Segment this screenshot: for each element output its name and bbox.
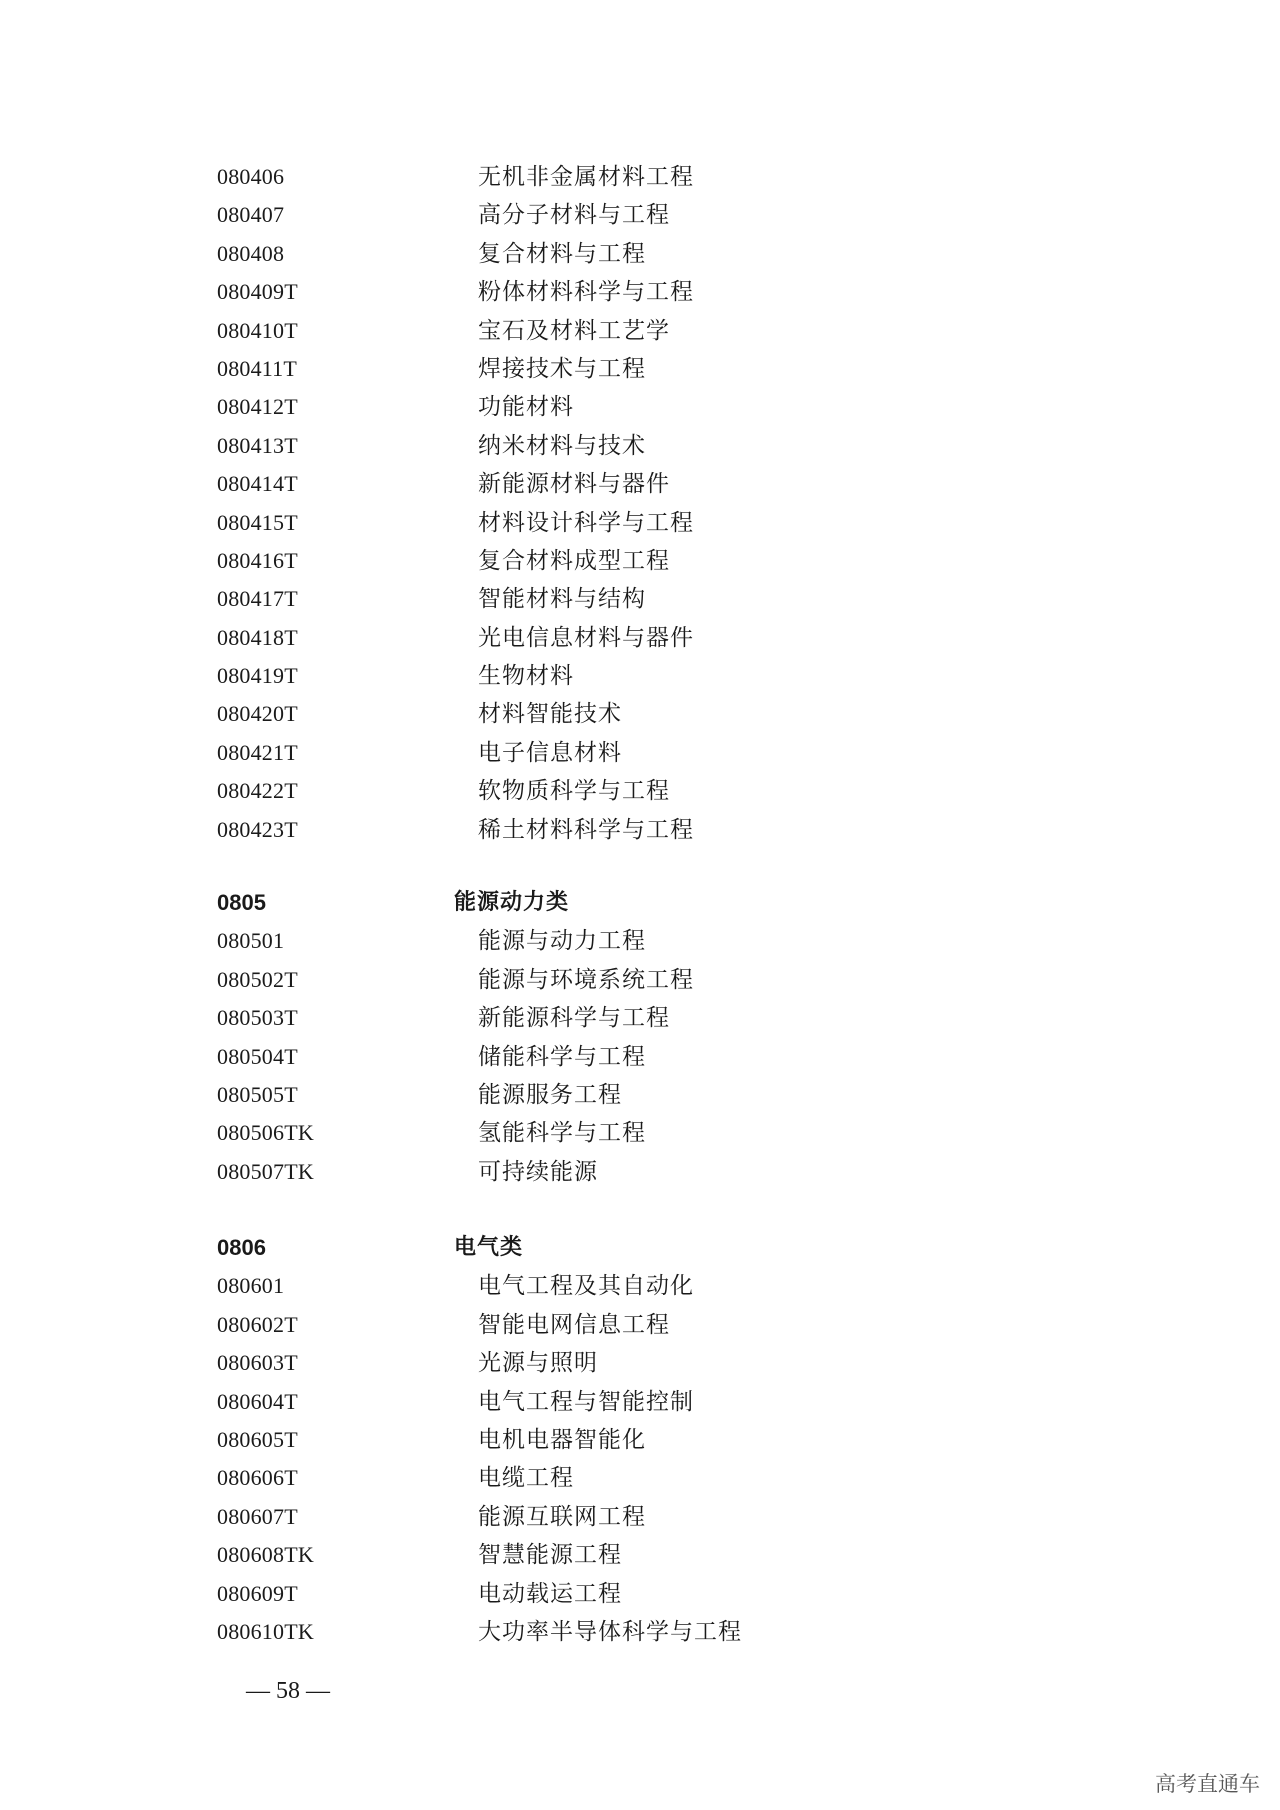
major-code: 080414T: [217, 471, 298, 497]
major-name: 光源与照明: [478, 1350, 598, 1377]
major-group-0806: [217, 1229, 1017, 1651]
major-row: [217, 695, 1017, 733]
major-name: 纳米材料与技术: [478, 432, 646, 459]
major-row: [217, 1114, 1017, 1152]
major-code: 080415T: [217, 509, 298, 535]
major-code: 080610TK: [217, 1618, 314, 1644]
major-code: 080505T: [217, 1081, 298, 1107]
major-code: 080421T: [217, 739, 298, 765]
major-row: [217, 922, 1017, 960]
major-name: 新能源科学与工程: [478, 1005, 670, 1032]
major-row: [217, 1421, 1017, 1459]
major-name: 氢能科学与工程: [478, 1120, 646, 1147]
major-name: 软物质科学与工程: [478, 778, 670, 805]
major-name: 储能科学与工程: [478, 1043, 646, 1070]
major-row: [217, 504, 1017, 542]
group-header: [217, 884, 1017, 922]
group-header: [217, 1229, 1017, 1267]
major-name: 电动载运工程: [478, 1580, 622, 1607]
major-code: 080419T: [217, 663, 298, 689]
major-row: [217, 772, 1017, 810]
group-code: 0805: [217, 890, 266, 915]
major-name: 高分子材料与工程: [478, 202, 670, 229]
major-code: 080607T: [217, 1503, 298, 1529]
major-row: [217, 1267, 1017, 1305]
major-code: 080417T: [217, 586, 298, 612]
major-name: 智慧能源工程: [478, 1542, 622, 1569]
major-code: 080503T: [217, 1005, 298, 1031]
group-code: 0806: [217, 1235, 266, 1260]
major-row: [217, 1613, 1017, 1651]
major-row: [217, 196, 1017, 234]
major-code: 080407: [217, 202, 285, 228]
major-code: 080604T: [217, 1388, 298, 1414]
major-code: 080609T: [217, 1580, 298, 1606]
major-code: 080507TK: [217, 1158, 314, 1184]
major-name: 生物材料: [478, 663, 574, 690]
major-row: [217, 1306, 1017, 1344]
major-row: [217, 1383, 1017, 1421]
major-code: 080502T: [217, 966, 298, 992]
major-row: [217, 427, 1017, 465]
major-name: 焊接技术与工程: [478, 355, 646, 382]
major-row: [217, 388, 1017, 426]
major-code: 080504T: [217, 1043, 298, 1069]
page-number: — 58 —: [246, 1678, 330, 1704]
major-name: 复合材料成型工程: [478, 547, 670, 574]
major-name: 能源与环境系统工程: [478, 966, 694, 993]
major-row: [217, 580, 1017, 618]
major-name: 电子信息材料: [478, 739, 622, 766]
major-list-0806: [217, 1267, 1017, 1651]
major-row: [217, 1459, 1017, 1497]
major-name: 无机非金属材料工程: [478, 164, 694, 190]
major-row: [217, 350, 1017, 388]
major-name: 智能电网信息工程: [478, 1311, 670, 1338]
major-row: [217, 465, 1017, 503]
major-code: 080408: [217, 240, 285, 266]
major-row: [217, 1038, 1017, 1076]
major-name: 电机电器智能化: [478, 1426, 646, 1453]
major-row: [217, 1498, 1017, 1536]
major-list-0804: [217, 158, 1017, 849]
major-row: [217, 273, 1017, 311]
major-name: 能源互联网工程: [478, 1503, 646, 1530]
major-code: 080602T: [217, 1311, 298, 1337]
major-row: [217, 1344, 1017, 1382]
major-row: [217, 158, 1017, 196]
group-name: 电气类: [454, 1235, 524, 1260]
major-name: 材料智能技术: [478, 701, 622, 728]
major-code: 080605T: [217, 1426, 298, 1452]
major-row: [217, 1153, 1017, 1191]
major-code: 080411T: [217, 355, 298, 381]
major-code: 080606T: [217, 1465, 298, 1491]
major-code: 080416T: [217, 547, 298, 573]
major-name: 电缆工程: [478, 1465, 574, 1492]
major-code: 080501: [217, 928, 285, 954]
major-code: 080423T: [217, 816, 298, 842]
major-name: 功能材料: [478, 394, 574, 421]
major-row: [217, 961, 1017, 999]
major-row: [217, 1536, 1017, 1574]
watermark-text: 高考直通车: [1155, 1772, 1260, 1796]
major-name: 复合材料与工程: [478, 240, 646, 267]
major-name: 新能源材料与器件: [478, 471, 670, 498]
major-name: 可持续能源: [478, 1158, 598, 1185]
major-name: 智能材料与结构: [478, 586, 646, 613]
major-name: 宝石及材料工艺学: [478, 317, 670, 344]
major-row: [217, 235, 1017, 273]
major-code: 080413T: [217, 432, 298, 458]
major-name: 能源服务工程: [478, 1081, 622, 1108]
major-name: 材料设计科学与工程: [478, 509, 694, 536]
major-code: 080418T: [217, 624, 298, 650]
major-name: 稀土材料科学与工程: [478, 816, 694, 843]
major-name: 大功率半导体科学与工程: [478, 1618, 742, 1645]
major-group-0805: [217, 884, 1017, 1191]
major-row: [217, 734, 1017, 772]
major-code: 080410T: [217, 317, 298, 343]
major-row: [217, 312, 1017, 350]
major-row: [217, 999, 1017, 1037]
major-row: [217, 619, 1017, 657]
major-code: 080608TK: [217, 1542, 314, 1568]
major-row: [217, 1076, 1017, 1114]
major-row: [217, 1575, 1017, 1613]
major-code: 080412T: [217, 394, 298, 420]
group-name: 能源动力类: [454, 890, 570, 915]
major-code: 080603T: [217, 1350, 298, 1376]
major-code: 080409T: [217, 279, 298, 305]
major-name: 电气工程与智能控制: [478, 1388, 694, 1415]
major-row: [217, 542, 1017, 580]
major-name: 光电信息材料与器件: [478, 624, 694, 651]
major-list-0805: [217, 922, 1017, 1191]
major-name: 粉体材料科学与工程: [478, 279, 694, 306]
major-name: 电气工程及其自动化: [478, 1273, 694, 1300]
major-code: 080406: [217, 164, 285, 189]
major-code: 080506TK: [217, 1120, 314, 1146]
major-row: [217, 811, 1017, 849]
major-row: [217, 657, 1017, 695]
major-code: 080422T: [217, 778, 298, 804]
major-code: 080420T: [217, 701, 298, 727]
major-name: 能源与动力工程: [478, 928, 646, 955]
major-code: 080601: [217, 1273, 285, 1299]
